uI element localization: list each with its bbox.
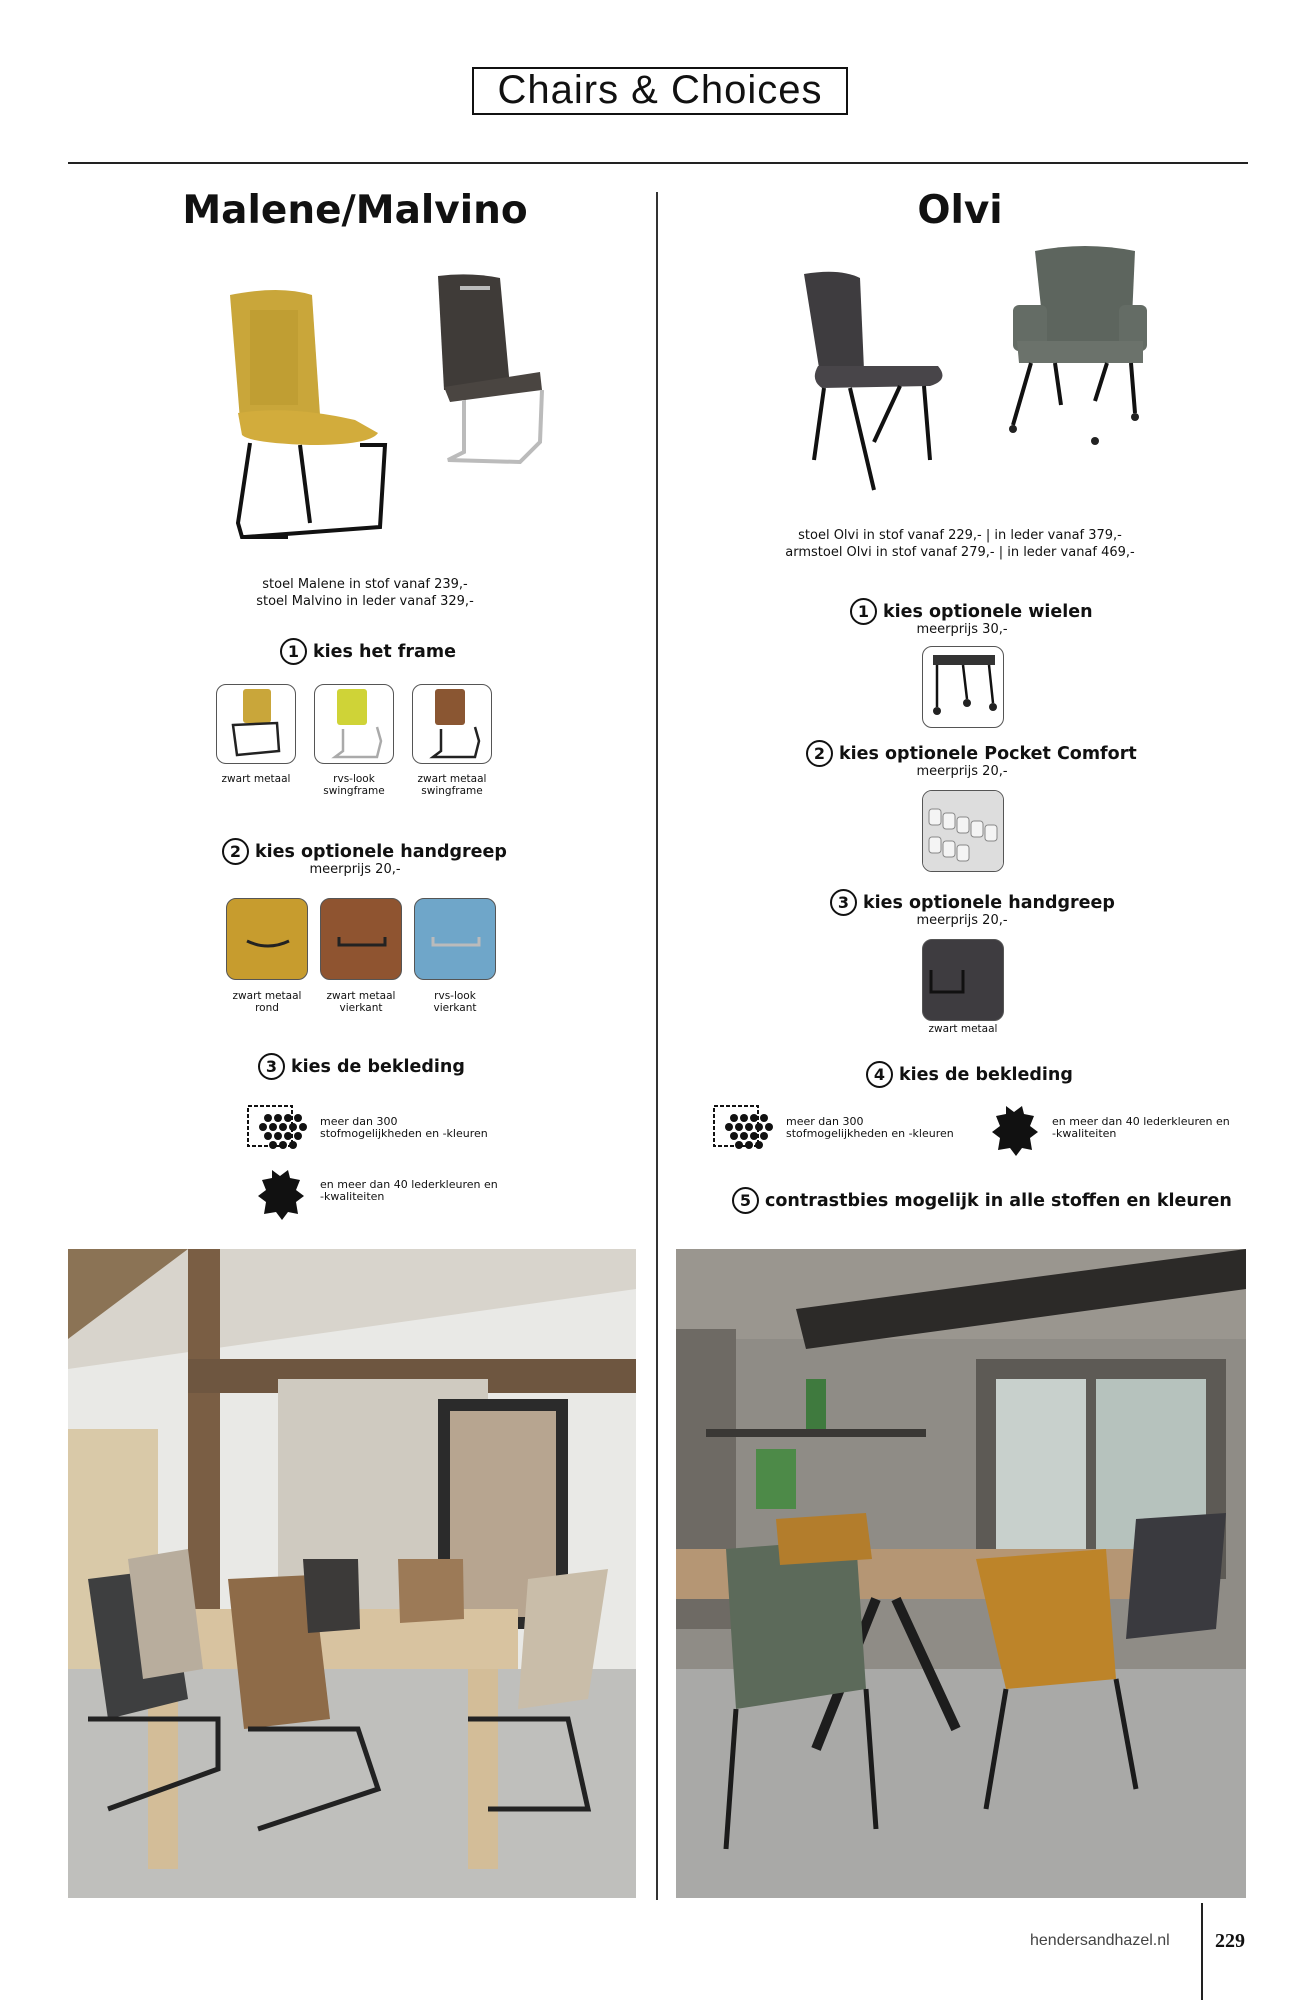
malene-step-1 bbox=[280, 638, 456, 665]
olvi-step-1-price: meerprijs 30,- bbox=[916, 622, 1008, 637]
caption-line: vierkant bbox=[339, 1002, 383, 1014]
olvi-room-scene bbox=[676, 1249, 1246, 1898]
malene-room-scene bbox=[68, 1249, 636, 1898]
fabric-swatch-icon bbox=[712, 1102, 774, 1152]
olvi-step-4 bbox=[866, 1061, 1073, 1088]
frame-caption-1 bbox=[206, 773, 306, 785]
malene-step-3 bbox=[258, 1053, 465, 1080]
frame-option-zwart-swingframe[interactable] bbox=[412, 684, 492, 764]
step-label: kies optionele Pocket Comfort bbox=[839, 743, 1137, 764]
caption-line: zwart metaal bbox=[232, 990, 302, 1002]
text-line: meer dan 300 bbox=[320, 1115, 398, 1128]
step-number: 2 bbox=[222, 838, 249, 865]
malene-price-line-2: stoel Malvino in leder vanaf 329,- bbox=[256, 594, 474, 609]
handle-caption-2 bbox=[311, 990, 411, 1014]
olvi-step-3-price: meerprijs 20,- bbox=[916, 913, 1008, 928]
text-line: stofmogelijkheden en -kleuren bbox=[786, 1127, 954, 1140]
olvi-title: Olvi bbox=[917, 188, 1003, 233]
caption-line: swingframe bbox=[323, 785, 385, 797]
caption-line: vierkant bbox=[433, 1002, 477, 1014]
malene-dining-photo bbox=[68, 1249, 636, 1898]
malene-chair-image bbox=[220, 285, 400, 545]
olvi-step-2 bbox=[806, 740, 1137, 767]
text-line: meer dan 300 bbox=[786, 1115, 864, 1128]
handle-caption-3 bbox=[405, 990, 505, 1014]
fabric-swatch-icon bbox=[246, 1102, 308, 1152]
caption-line: rvs-look bbox=[434, 990, 476, 1002]
text-line: en meer dan 40 lederkleuren en bbox=[1052, 1115, 1230, 1128]
step-number: 1 bbox=[850, 598, 877, 625]
top-divider bbox=[68, 162, 1248, 164]
olvi-handle-image bbox=[923, 940, 1004, 1021]
olvi-step-5 bbox=[732, 1187, 1232, 1214]
footer-website: hendersandhazel.nl bbox=[1030, 1932, 1170, 1949]
handle-option-rvs-vierkant[interactable] bbox=[414, 898, 496, 980]
step-number: 3 bbox=[830, 889, 857, 916]
wheels-option[interactable] bbox=[922, 646, 1004, 728]
caption-line: zwart metaal bbox=[326, 990, 396, 1002]
step-number: 5 bbox=[732, 1187, 759, 1214]
leather-text-left bbox=[320, 1179, 498, 1203]
handle-vierkant-image bbox=[321, 899, 402, 980]
malene-step-2 bbox=[222, 838, 507, 865]
wheels-image bbox=[923, 647, 1004, 728]
olvi-chair-image bbox=[800, 270, 960, 495]
text-line: -kwaliteiten bbox=[320, 1190, 385, 1203]
step-label: kies het frame bbox=[313, 641, 456, 662]
column-divider bbox=[656, 192, 658, 1900]
step-number: 2 bbox=[806, 740, 833, 767]
olvi-step-3 bbox=[830, 889, 1115, 916]
olvi-handle-option[interactable] bbox=[922, 939, 1004, 1021]
caption-line: rvs-look bbox=[333, 773, 375, 785]
text-line: -kwaliteiten bbox=[1052, 1127, 1117, 1140]
olvi-price-line-2: armstoel Olvi in stof vanaf 279,- | in leder vanaf 469,- bbox=[785, 545, 1135, 560]
step-number: 4 bbox=[866, 1061, 893, 1088]
caption-line: zwart metaal bbox=[417, 773, 487, 785]
olvi-price-line-1: stoel Olvi in stof vanaf 229,- | in leder vanaf 379,- bbox=[798, 528, 1122, 543]
step-label: kies de bekleding bbox=[291, 1056, 465, 1077]
frame-caption-3 bbox=[402, 773, 502, 797]
malene-title: Malene/Malvino bbox=[182, 188, 528, 233]
pocket-comfort-option[interactable] bbox=[922, 790, 1004, 872]
malene-step-2-price: meerprijs 20,- bbox=[309, 862, 401, 877]
olvi-step-1 bbox=[850, 598, 1093, 625]
fabric-text-right bbox=[786, 1116, 954, 1140]
text-line: stofmogelijkheden en -kleuren bbox=[320, 1127, 488, 1140]
leather-hide-icon bbox=[254, 1166, 310, 1222]
olvi-dining-photo bbox=[676, 1249, 1246, 1898]
malvino-chair-image bbox=[430, 272, 560, 472]
leather-hide-icon bbox=[988, 1102, 1044, 1158]
frame-option-zwart-metaal[interactable] bbox=[216, 684, 296, 764]
step-number: 1 bbox=[280, 638, 307, 665]
step-label: kies optionele handgreep bbox=[863, 892, 1115, 913]
olvi-step-2-price: meerprijs 20,- bbox=[916, 764, 1008, 779]
fabric-text-left bbox=[320, 1116, 488, 1140]
handle-caption-1 bbox=[217, 990, 317, 1014]
step-label: contrastbies mogelijk in alle stoffen en kleuren bbox=[765, 1190, 1232, 1211]
frame-option-rvs-swingframe[interactable] bbox=[314, 684, 394, 764]
page-number: 229 bbox=[1215, 1930, 1245, 1952]
caption-line: swingframe bbox=[421, 785, 483, 797]
leather-text-right bbox=[1052, 1116, 1230, 1140]
step-label: kies optionele wielen bbox=[883, 601, 1093, 622]
caption-line: rond bbox=[255, 1002, 279, 1014]
frame-caption-2 bbox=[304, 773, 404, 797]
handle-option-zwart-vierkant[interactable] bbox=[320, 898, 402, 980]
footer-divider bbox=[1201, 1903, 1203, 2000]
pocket-springs-image bbox=[923, 791, 1004, 872]
handle-option-zwart-rond[interactable] bbox=[226, 898, 308, 980]
step-label: kies de bekleding bbox=[899, 1064, 1073, 1085]
handle-rond-image bbox=[227, 899, 308, 980]
olvi-handle-caption: zwart metaal bbox=[928, 1023, 998, 1035]
page-title: Chairs & Choices bbox=[472, 67, 848, 115]
frame-zwart-swingframe-image bbox=[413, 685, 492, 764]
frame-zwart-metaal-image bbox=[217, 685, 296, 764]
frame-rvs-swingframe-image bbox=[315, 685, 394, 764]
malene-price-line-1: stoel Malene in stof vanaf 239,- bbox=[262, 577, 468, 592]
step-label: kies optionele handgreep bbox=[255, 841, 507, 862]
olvi-armchair-image bbox=[1005, 245, 1155, 450]
text-line: en meer dan 40 lederkleuren en bbox=[320, 1178, 498, 1191]
handle-rvs-image bbox=[415, 899, 496, 980]
caption-line: zwart metaal bbox=[221, 773, 291, 785]
step-number: 3 bbox=[258, 1053, 285, 1080]
